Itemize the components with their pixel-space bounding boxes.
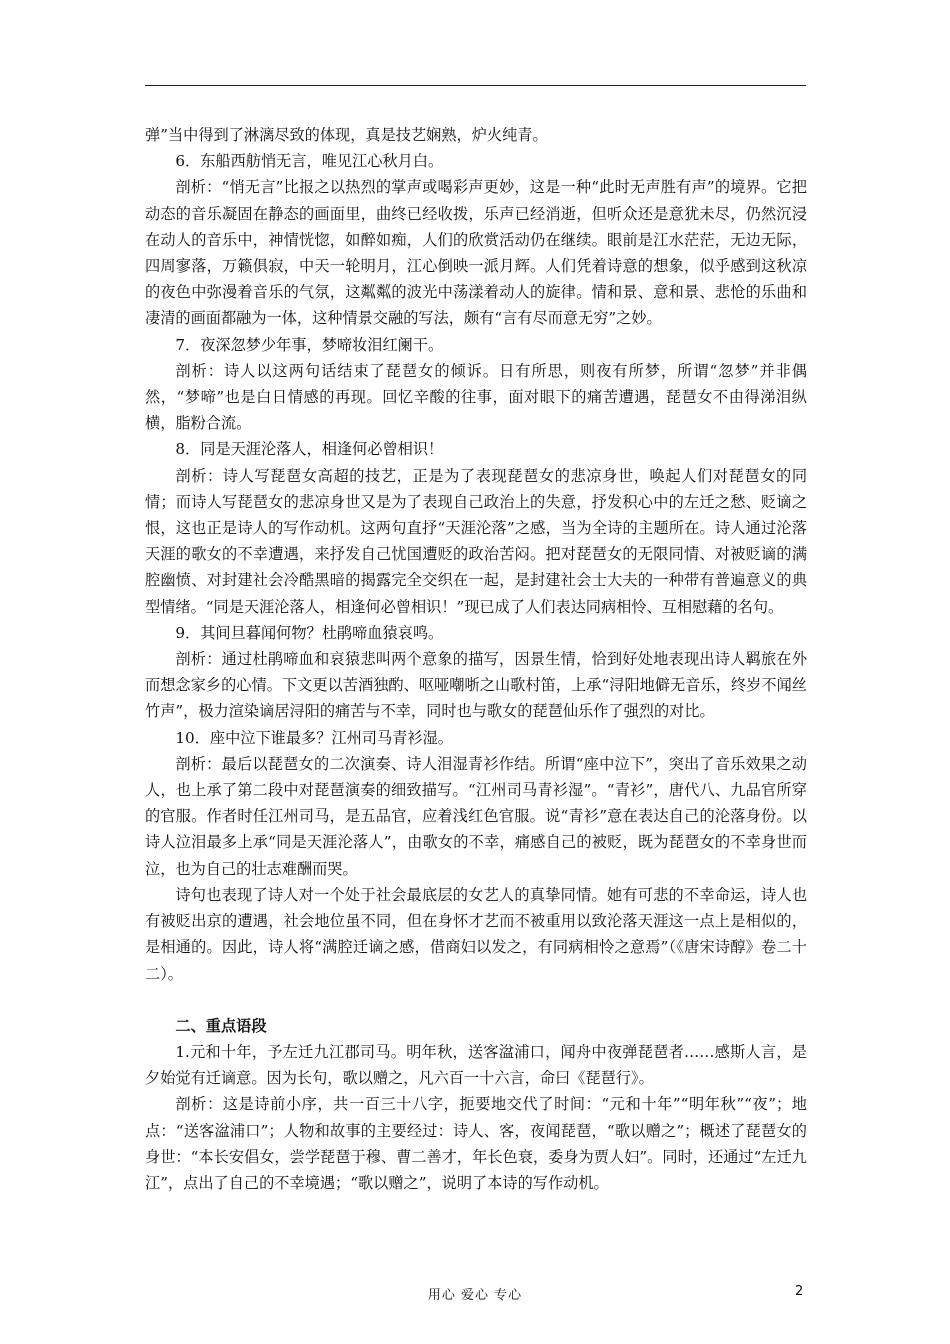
poem-line-heading: 7．夜深忽梦少年事，梦啼妆泪红阑干。 xyxy=(175,335,444,354)
page-number: 2 xyxy=(795,1284,804,1299)
analysis-paragraph: 剖析：诗人写琵琶女高超的技艺，正是为了表现琵琶女的悲凉身世，唤起人们对琵琶女的同情；而诗人写琵琶女的悲凉身世又是为了表现自己政治上的失意，抒发积心中的左迁之愁、贬谪之恨，这也正是诗人的写作动机。这两句直抒“天涯沦落”之感，当为全诗的主题所在。诗人通过沦落天涯的歌女的不幸遭遇，来抒发自己忧国遭贬的政治苦闷。把对琵琶女的无限同情、对被贬谪的满腔幽愤、对封建社会冷酷黑暗的揭露完全交织在一起，是封建社会士大夫的一种带有普遍意义的典型情绪。“同是天涯沦落人，相逢何必曾相识！”现已成了人们表达同病相怜、互相慰藉的名句。 xyxy=(145,466,807,616)
analysis-paragraph: 剖析：最后以琵琶女的二次演奏、诗人泪湿青衫作结。所谓“座中泣下”，突出了音乐效果之动人，也上承了第二段中对琵琶演奏的细致描写。“江州司马青衫湿”。“青衫”，唐代八、九品官所穿的官服。作者时任江州司马，是五品官，应着浅红色官服。说“青衫”意在表达自己的沦落身份。以诗人泣泪最多上承“同是天涯沦落人”，由歌女的不幸，痛感自己的被贬，既为琵琶女的不幸身世而泣，也为自己的壮志难酬而哭。 xyxy=(145,754,807,878)
analysis-paragraph: 剖析：这是诗前小序，共一百三十八字，扼要地交代了时间：“元和十年”“明年秋”“夜”；地点：“送客湓浦口”；人物和故事的主要经过：诗人、客，夜闻琵琶，“歌以赠之”；概述了琵琶女的身世：“本长安倡女，尝学琵琶于穆、曹二善才，年长色衰，委身为贾人妇”。同时，还通过“左迁九江”，点出了自己的不幸境遇；“歌以赠之”，说明了本诗的写作动机。 xyxy=(145,1095,807,1192)
poem-line-heading: 6．东船西舫悄无言，唯见江心秋月白。 xyxy=(175,152,444,171)
page-footer xyxy=(0,1284,950,1304)
footer-text: 用心 爱心 专心 xyxy=(427,1288,523,1303)
page-content xyxy=(145,122,807,1196)
analysis-paragraph: 剖析：“悄无言”比报之以热烈的掌声或喝彩声更妙，这是一种“此时无声胜有声”的境界。它把动态的音乐凝固在静态的画面里，曲终已经收拨，乐声已经消逝，但听众还是意犹未尽，仍然沉浸在动人的音乐中，神情恍惚，如醉如痴，人们的欣赏活动仍在继续。眼前是江水茫茫，无边无际，四周寥落，万籁俱寂，中天一轮明月，江心倒映一派月辉。人们凭着诗意的想象，似乎感到这秋凉的夜色中弥漫着音乐的气氛，这粼粼的波光中荡漾着动人的旋律。情和景、意和景、悲怆的乐曲和凄清的画面都融为一体，这种情景交融的写法，颇有“言有尽而意无穷”之妙。 xyxy=(145,178,807,328)
poem-line-heading: 8．同是天涯沦落人，相逢何必曾相识！ xyxy=(175,440,444,459)
excerpt-paragraph: 1.元和十年，予左迁九江郡司马。明年秋，送客湓浦口，闻舟中夜弹琵琶者……感斯人言，是夕始觉有迁谪意。因为长句，歌以赠之，凡六百一十六言，命曰《琵琶行》。 xyxy=(145,1042,807,1088)
analysis-paragraph: 剖析：诗人以这两句话结束了琵琶女的倾诉。日有所思，则夜有所梦，所谓“忽梦”并非偶然，“梦啼”也是白日情感的再现。回忆辛酸的往事，面对眼下的痛苦遭遇，琵琶女不由得涕泪纵横，脂粉合流。 xyxy=(145,361,807,433)
poem-line-heading: 10．座中泣下谁最多？江州司马青衫湿。 xyxy=(175,728,453,747)
paragraph: 诗句也表现了诗人对一个处于社会最底层的女艺人的真挚同情。她有可悲的不幸命运，诗人也有被贬出京的遭遇，社会地位虽不同，但在身怀才艺而不被重用以致沦落天涯这一点上是相似的，是相通的。因此，诗人将“满腔迁谪之感，借商妇以发之，有同病相怜之意焉”（《唐宋诗醇》卷二十二）。 xyxy=(145,885,807,983)
analysis-paragraph: 剖析：通过杜鹃啼血和哀猿悲叫两个意象的描写，因景生情，恰到好处地表现出诗人羁旅在外而想念家乡的心情。下文更以苦酒独酌、呕哑嘲哳之山歌村笛，上承“浔阳地僻无音乐，终岁不闻丝竹声”，极力渲染谪居浔阳的痛苦与不幸，同时也与歌女的琵琶仙乐作了强烈的对比。 xyxy=(145,650,807,721)
paragraph: 弹”当中得到了淋漓尽致的体现，真是技艺娴熟，炉火纯青。 xyxy=(145,126,548,144)
header-rule xyxy=(145,85,806,86)
section-title: 二、重点语段 xyxy=(175,1016,267,1035)
section-gap xyxy=(145,987,807,1013)
poem-line-heading: 9．其间旦暮闻何物？杜鹃啼血猿哀鸣。 xyxy=(175,623,444,642)
